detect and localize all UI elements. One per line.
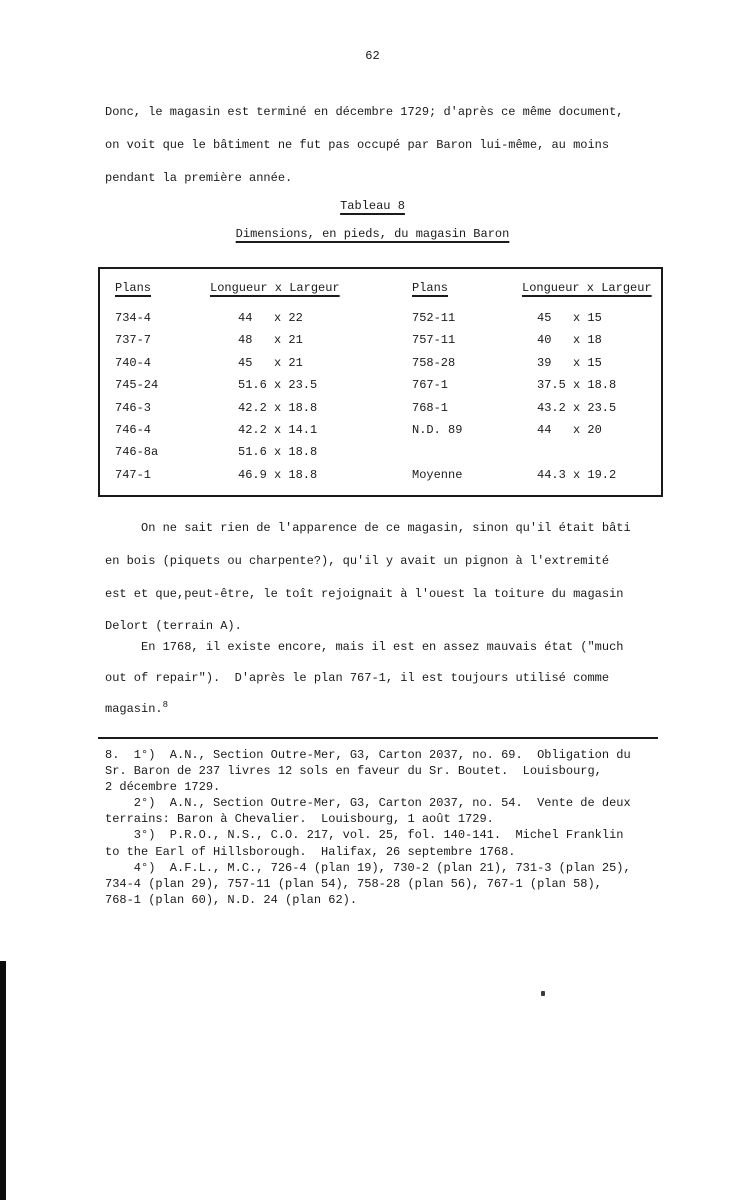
- footnote-reference: 8: [162, 700, 169, 710]
- dimension-cell: 48 x 21: [238, 333, 303, 348]
- text-line: pendant la première année.: [105, 170, 293, 185]
- footnote-line: 768-1 (plan 60), N.D. 24 (plan 62).: [105, 892, 358, 907]
- dimension-cell: 37.5 x 18.8: [537, 378, 617, 393]
- text-line: est et que,peut-être, le toît rejoignait à l'ouest la toiture du magasin: [105, 586, 624, 601]
- text-line: Delort (terrain A).: [105, 619, 242, 634]
- footnote-line: terrains: Baron à Chevalier. Louisbourg, 1 août 1729.: [105, 812, 494, 827]
- header-dims-left: Longueur x Largeur: [210, 281, 340, 295]
- text-line: out of repair"). D'après le plan 767-1, il est toujours utilisé comme: [105, 671, 610, 685]
- dimension-cell: 44 x 20: [537, 422, 602, 437]
- text-line-with-footnote: [105, 694, 623, 726]
- dimension-cell: 44.3 x 19.2: [537, 467, 617, 482]
- dimension-cell: 44 x 22: [238, 311, 303, 325]
- header-plans-right: Plans: [412, 281, 449, 295]
- text-line: on voit que le bâtiment ne fut pas occupé par Baron lui-même, au moins: [105, 137, 610, 152]
- page-number: 62: [365, 49, 380, 63]
- dimension-cell: 45 x 21: [238, 355, 303, 370]
- paragraph-intro: [105, 96, 623, 194]
- paragraph-1768: [105, 632, 623, 726]
- table-row: [100, 441, 661, 463]
- plan-cell: Moyenne: [412, 467, 463, 482]
- plan-cell: 734-4: [115, 311, 152, 325]
- table-row: [100, 397, 661, 419]
- dimension-cell: 39 x 15: [537, 355, 602, 370]
- table-title-text: Tableau 8: [340, 199, 405, 213]
- footnotes-block: [105, 747, 631, 908]
- text-line: Donc, le magasin est terminé en décembre 1729; d'après ce même document,: [105, 105, 624, 119]
- footnote-line: 4°) A.F.L., M.C., 726-4 (plan 19), 730-2 (plan 21), 731-3 (plan 25),: [105, 860, 631, 875]
- dimension-cell: 42.2 x 14.1: [238, 422, 318, 437]
- plan-cell: 737-7: [115, 333, 152, 348]
- header-plans-left: Plans: [115, 281, 152, 295]
- footnote-line: 734-4 (plan 29), 757-11 (plan 54), 758-28 (plan 56), 767-1 (plan 58),: [105, 876, 602, 891]
- table-body: [100, 307, 661, 486]
- plan-cell: 745-24: [115, 378, 159, 393]
- dimension-cell: 43.2 x 23.5: [537, 400, 617, 415]
- footnote-line: 2°) A.N., Section Outre-Mer, G3, Carton 2037, no. 54. Vente de deux: [105, 796, 631, 811]
- plan-cell: 757-11: [412, 333, 456, 348]
- plan-cell: 752-11: [412, 311, 456, 325]
- table-row: [100, 329, 661, 351]
- dimension-cell: 45 x 15: [537, 311, 602, 325]
- dimension-cell: 46.9 x 18.8: [238, 467, 318, 482]
- dimension-cell: 40 x 18: [537, 333, 602, 348]
- text-line: On ne sait rien de l'apparence de ce magasin, sinon qu'il était bâti: [105, 521, 631, 535]
- table-subtitle-text: Dimensions, en pieds, du magasin Baron: [235, 227, 510, 241]
- text-segment: magasin.: [105, 702, 163, 716]
- plan-cell: 740-4: [115, 355, 152, 370]
- text-line: En 1768, il existe encore, mais il est en assez mauvais état ("much: [105, 640, 624, 654]
- dimension-cell: 51.6 x 23.5: [238, 378, 318, 393]
- footnote-separator: [98, 737, 658, 739]
- paragraph-apparence: [105, 512, 631, 643]
- dimensions-table: [98, 267, 663, 497]
- table-row: [100, 374, 661, 396]
- table-row: [100, 464, 661, 486]
- dimension-cell: 42.2 x 18.8: [238, 400, 318, 415]
- dimension-cell: 51.6 x 18.8: [238, 445, 318, 460]
- plan-cell: 758-28: [412, 355, 456, 370]
- table-subtitle: [0, 224, 745, 244]
- plan-cell: 746-8a: [115, 445, 159, 460]
- table-row: [100, 419, 661, 441]
- plan-cell: 746-4: [115, 422, 152, 437]
- table-title: [0, 196, 745, 216]
- table-row: [100, 307, 661, 329]
- footnote-line: Sr. Baron de 237 livres 12 sols en faveur du Sr. Boutet. Louisbourg,: [105, 764, 602, 779]
- table-row: [100, 352, 661, 374]
- footnote-line: to the Earl of Hillsborough. Halifax, 26 septembre 1768.: [105, 844, 516, 859]
- footnote-line: 8. 1°) A.N., Section Outre-Mer, G3, Carton 2037, no. 69. Obligation du: [105, 748, 631, 762]
- footnote-line: 2 décembre 1729.: [105, 780, 221, 795]
- plan-cell: 767-1: [412, 378, 449, 393]
- text-line: en bois (piquets ou charpente?), qu'il y avait un pignon à l'extremité: [105, 553, 610, 568]
- plan-cell: 747-1: [115, 467, 152, 482]
- plan-cell: N.D. 89: [412, 422, 463, 437]
- header-dims-right: Longueur x Largeur: [522, 281, 652, 295]
- plan-cell: 746-3: [115, 400, 152, 415]
- plan-cell: 768-1: [412, 400, 449, 415]
- scan-artifact-bar: [0, 961, 6, 1200]
- footnote-line: 3°) P.R.O., N.S., C.O. 217, vol. 25, fol. 140-141. Michel Franklin: [105, 828, 624, 843]
- scan-artifact-speck: [541, 991, 545, 996]
